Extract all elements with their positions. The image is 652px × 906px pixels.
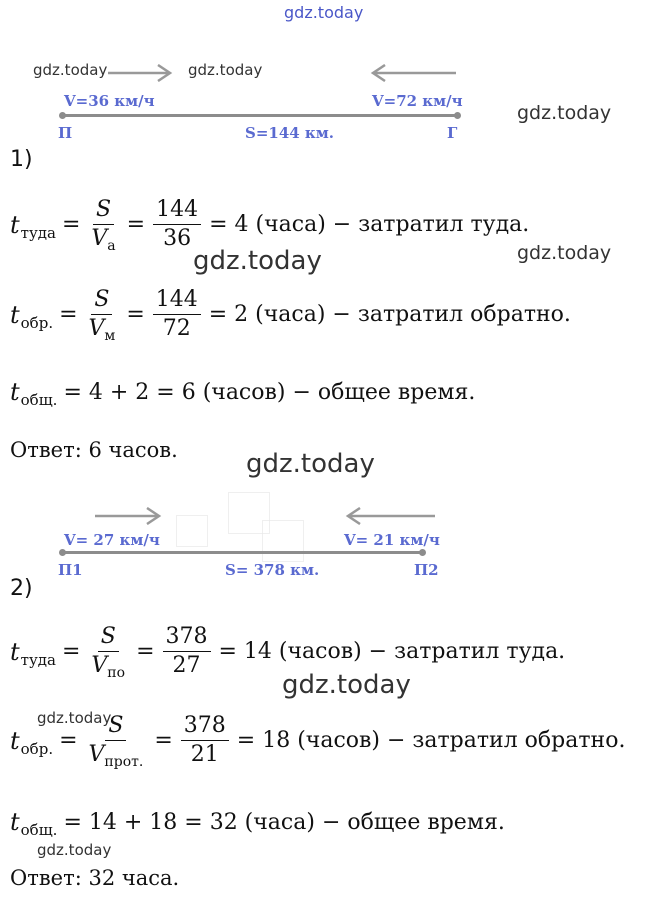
equation-result: = 4 + 2 = 6 (часов) − общее время. bbox=[63, 379, 476, 405]
watermark: gdz.today bbox=[37, 841, 112, 859]
equation-result: = 2 (часа) − затратил обратно. bbox=[208, 302, 571, 328]
point-label-left: П bbox=[58, 124, 73, 142]
equation-2-3 bbox=[10, 808, 505, 839]
watermark: gdz.today bbox=[282, 670, 411, 700]
fraction-values: $\frac{144}{36}$ bbox=[153, 198, 201, 251]
route-point-left bbox=[59, 549, 66, 556]
watermark: gdz.today bbox=[37, 709, 112, 727]
distance-label: S=144 км. bbox=[245, 124, 335, 142]
right-arrow-icon bbox=[108, 64, 174, 82]
point-label-right: Г bbox=[447, 124, 458, 142]
point-label-left: П1 bbox=[58, 561, 83, 579]
answer-1: Ответ: 6 часов. bbox=[10, 438, 178, 462]
route-line bbox=[62, 551, 424, 554]
speed-label-left: V=36 км/ч bbox=[64, 92, 155, 110]
fraction-values: $\frac{144}{72}$ bbox=[153, 288, 201, 341]
left-arrow-icon bbox=[345, 507, 437, 525]
time-symbol: t bbox=[10, 210, 20, 239]
time-subscript: общ. bbox=[20, 821, 58, 839]
time-subscript: обр. bbox=[20, 313, 54, 332]
part-1-number: 1) bbox=[10, 147, 33, 172]
time-subscript: туда bbox=[20, 223, 56, 242]
equation-result: = 4 (часа) − затратил туда. bbox=[209, 212, 530, 238]
watermark: gdz.today bbox=[33, 61, 108, 79]
time-subscript: общ. bbox=[20, 391, 58, 409]
distance-label: S= 378 км. bbox=[225, 561, 320, 579]
part-2-number: 2) bbox=[10, 576, 33, 601]
route-line bbox=[62, 114, 458, 117]
equation-result: = 14 + 18 = 32 (часа) − общее время. bbox=[63, 809, 505, 835]
fraction-values: $\frac{378}{21}$ bbox=[181, 714, 229, 767]
time-symbol: t bbox=[10, 726, 20, 755]
route-point-right bbox=[454, 112, 461, 119]
time-symbol: t bbox=[10, 808, 20, 836]
speed-label-left: V= 27 км/ч bbox=[64, 531, 160, 549]
watermark: gdz.today bbox=[517, 242, 612, 264]
watermark: gdz.today bbox=[517, 102, 612, 124]
equation-2-1: t туда = $\frac{S}{V_{по}}$ = $\frac{378}{27}$ = 14 (часов) − затратил туда. bbox=[10, 624, 566, 682]
fraction-formula: $\frac{S}{V_м}$ bbox=[88, 287, 116, 345]
background-grid bbox=[262, 520, 304, 562]
point-label-right: П2 bbox=[414, 561, 439, 579]
equation-1-1: t туда = $\frac{S}{V_a}$ = $\frac{144}{36}$ = 4 (часа) − затратил туда. bbox=[10, 197, 530, 255]
time-symbol: t bbox=[10, 378, 20, 406]
watermark: gdz.today bbox=[188, 61, 263, 79]
watermark-top: gdz.today bbox=[284, 3, 364, 22]
time-symbol: t bbox=[10, 637, 20, 666]
time-symbol: t bbox=[10, 300, 20, 329]
fraction-values: $\frac{378}{27}$ bbox=[163, 625, 211, 678]
watermark: gdz.today bbox=[246, 449, 375, 479]
equation-1-3 bbox=[10, 378, 476, 409]
speed-label-right: V=72 км/ч bbox=[372, 92, 463, 110]
right-arrow-icon bbox=[95, 507, 163, 525]
equation-result: = 14 (часов) − затратил туда. bbox=[218, 639, 566, 665]
equation-2-2: t обр. = $\frac{S}{V_{прот.}}$ = $\frac{378}{21}$ = 18 (часов) − затратил обратно. bbox=[10, 713, 626, 771]
time-subscript: обр. bbox=[20, 739, 54, 758]
equation-result: = 18 (часов) − затратил обратно. bbox=[236, 728, 626, 754]
route-point-right bbox=[419, 549, 426, 556]
equation-1-2: t обр. = $\frac{S}{V_м}$ = $\frac{144}{72}$ = 2 (часа) − затратил обратно. bbox=[10, 287, 571, 345]
answer-2: Ответ: 32 часа. bbox=[10, 866, 180, 890]
speed-label-right: V= 21 км/ч bbox=[344, 531, 440, 549]
fraction-formula: $\frac{S}{V_a}$ bbox=[91, 197, 116, 255]
left-arrow-icon bbox=[370, 64, 458, 82]
fraction-formula: $\frac{S}{V_{по}}$ bbox=[91, 624, 126, 682]
time-subscript: туда bbox=[20, 650, 56, 669]
watermark: gdz.today bbox=[193, 246, 322, 276]
background-grid bbox=[176, 515, 208, 547]
fraction-formula: $\frac{S}{V_{прот.}}$ bbox=[88, 713, 144, 771]
route-point-left bbox=[59, 112, 66, 119]
